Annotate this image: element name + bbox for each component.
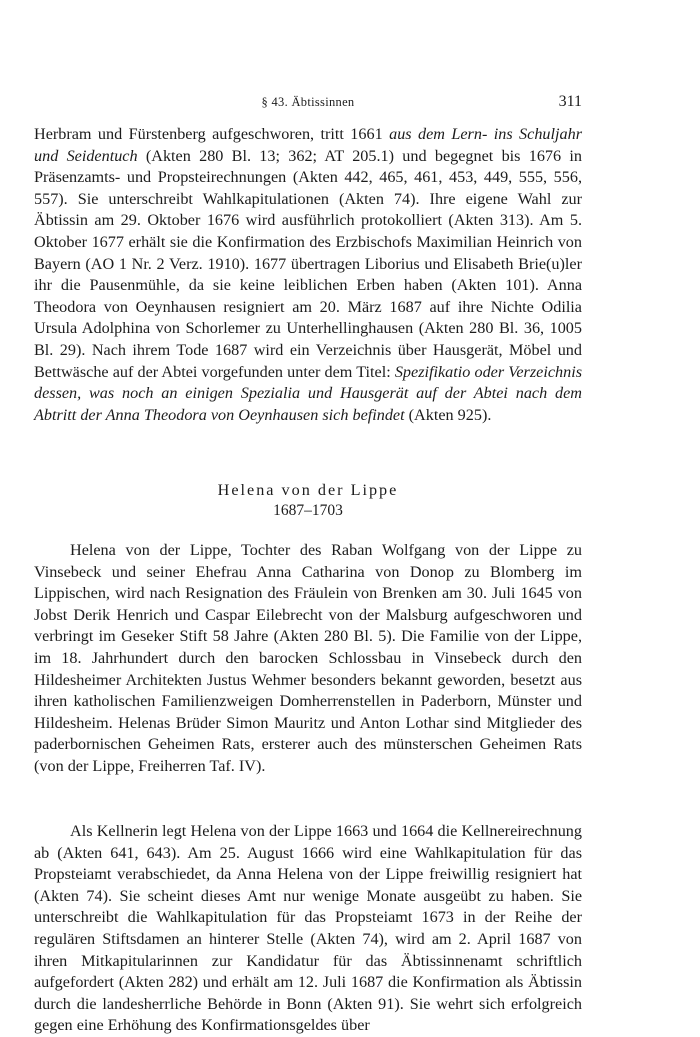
section-title: Helena von der Lippe (217, 481, 399, 499)
paragraph-oeynhausen-continued (34, 124, 582, 426)
running-head: § 43. Äbtissinnen (261, 95, 355, 109)
paragraph-italic-text: aus dem Lern- ins Schuljahr und Seidentuch (34, 125, 583, 165)
section-years: 1687–1703 (273, 502, 343, 519)
paragraph-career: Als Kellnerin legt Helena von der Lippe 1663 und 1664 die Kellnereirechnung ab (Akten 641, 643). Am 25. August 1666 wird eine Wahlkapitulation für das Propsteiamt verabschiedet, da Anna Helena von der Lippe freiwillig resigniert hat (Akten 74). Sie scheint dieses Amt nur wenige Monate ausgeübt zu haben. Sie unterschreibt die Wahlkapitulation für das Propsteiamt 1673 in der Reihe der regulären Stiftsdamen an hinterer Stelle (Akten 74), wird am 2. April 1687 von ihren Mitkapitularinnen zur Kandidatur für das Äbtissinnenamt schriftlich aufgefordert (Akten 282) und erhält am 12. Juli 1687 die Konfirmation als Äbtissin durch die landesherrliche Behörde in Bonn (Akten 91). Sie wehrt sich erfolgreich gegen eine Erhöhung des Konfirmationsgeldes über (34, 822, 582, 1035)
page-number: 311 (558, 93, 582, 110)
paragraph-text: (Akten 280 Bl. 13; 362; AT 205.1) und begegnet bis 1676 in Präsenzamts- und Propsteirechnungen (Akten 442, 465, 461, 453, 449, 555, 556, 557). Sie unterschreibt Wahlkapitulationen (Akten 74). Ihre eigene Wahl zur Äbtissin am 29. Oktober 1676 wird ausführlich protokolliert (Akten 313). Am 5. Oktober 1677 erhält sie die Konfirmation des Erzbischofs Maximilian Heinrich von Bayern (AO 1 Nr. 2 Verz. 1910). 1677 übertragen Liborius und Elisabeth Brie(u)ler ihr die Pausenmühle, da sie keine leiblichen Erben haben (Akten 101). Anna Theodora von Oeynhausen resigniert am 20. März 1687 auf ihre Nichte Odilia Ursula Adolphina von Schorlemer zu Unterhellinghausen (Akten 280 Bl. 36, 1005 Bl. 29). Nach ihrem Tode 1687 wird ein Verzeichnis über Hausgerät, Möbel und Bettwäsche auf der Abtei vorgefunden unter dem Titel: (34, 146, 582, 381)
paragraph-text: Herbram und Fürstenberg aufgeschworen, tritt 1661 (34, 125, 390, 143)
page-header (34, 93, 582, 113)
paragraph-biography: Helena von der Lippe, Tochter des Raban Wolfgang von der Lippe zu Vinsebeck und seiner Ehefrau Anna Catharina von Donop zu Blomberg im Lippischen, wird nach Resignation des Fräulein von Brenken am 30. Juli 1645 von Jobst Derik Henrich und Caspar Eilebrecht von der Malsburg aufgeschworen und verbringt im Geseker Stift 58 Jahre (Akten 280 Bl. 5). Die Familie von der Lippe, im 18. Jahrhundert durch den barocken Schlossbau in Vinsebeck durch den Hildesheimer Architekten Justus Wehmer besonders bekannt geworden, besetzt aus ihren katholischen Familienzweigen Domherrenstellen in Paderborn, Münster und Hildesheim. Helenas Brüder Simon Mauritz und Anton Lothar sind Mitglieder des paderbornischen Geheimen Rats, ersterer auch des münsterschen Geheimen Rats (von der Lippe, Freiherren Taf. IV). (34, 541, 582, 775)
paragraph-text: (Akten 925). (404, 405, 492, 424)
paragraph-italic-text: Spezifikatio oder Verzeichnis dessen, was noch an einigen Spezialia und Hausgerät auf der Abtei nach dem Abtritt der Anna Theodora von Oeynhausen sich befindet (34, 362, 582, 424)
